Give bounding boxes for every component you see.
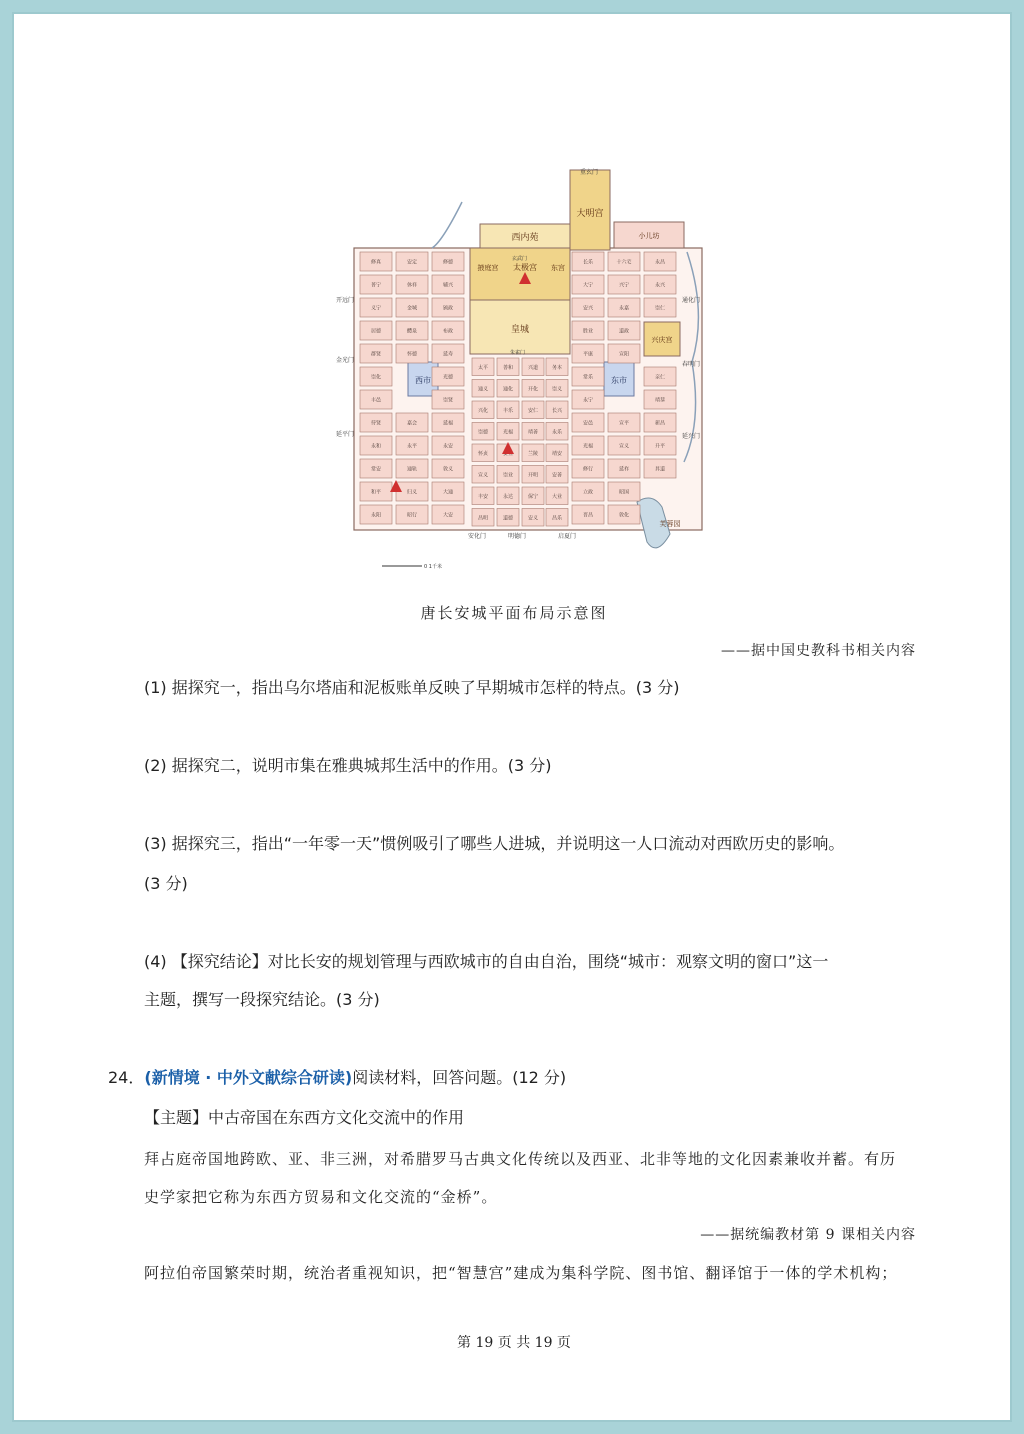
ward-center-21-label: 崇业 — [502, 472, 514, 479]
ward-east-17-label: 安邑 — [582, 420, 594, 427]
ward-center-0-label: 太平 — [477, 364, 489, 371]
ward-center-23-label: 安善 — [551, 472, 563, 479]
question-4-text: 【探究结论】对比长安的规划管理与西欧城市的自由自治，围绕“城市：观察文明的窗口”这一 — [171, 952, 829, 971]
ward-center-30-label: 安义 — [527, 515, 539, 522]
ward-west-11-label: 布政 — [442, 328, 454, 335]
question-4 — [144, 952, 828, 972]
question-24-theme: 【主题】中古帝国在东西方文化交流中的作用 — [144, 1108, 465, 1127]
ward-east-5-label: 永兴 — [654, 282, 666, 289]
ward-west-35-label: 大安 — [442, 512, 454, 519]
paragraph-1-source: ——据统编教材第 9 课相关内容 — [700, 1227, 916, 1243]
question-24-number: 24． — [108, 1068, 145, 1087]
gate-chunmingmen: 春明门 — [682, 361, 701, 368]
question-3-num: (3) — [144, 834, 167, 853]
ward-center-18-label: 兰陵 — [527, 450, 539, 457]
ward-east-14-label: 亲仁 — [654, 374, 666, 381]
ward-east-27-label: 昭国 — [618, 489, 630, 496]
ward-west-24-label: 永和 — [370, 443, 382, 450]
ward-center-20-label: 宣义 — [477, 472, 489, 479]
ward-center-13-label: 光福 — [502, 429, 514, 436]
ward-west-7-label: 金城 — [406, 305, 418, 312]
label-xishi: 西市 — [415, 376, 431, 385]
ward-center-7-label: 崇义 — [551, 386, 563, 393]
ward-east-1-label: 十六宅 — [616, 259, 632, 266]
label-dongshi: 东市 — [611, 376, 627, 385]
question-2-num: (2) — [144, 756, 167, 775]
ward-east-0-label: 长乐 — [582, 259, 594, 266]
ward-east-25-label: 昇道 — [654, 466, 666, 473]
ward-east-7-label: 永嘉 — [618, 305, 630, 312]
question-3 — [144, 834, 844, 854]
page — [12, 12, 1012, 1422]
ward-center-29-label: 道德 — [502, 515, 514, 522]
label-yetinggong: 掖庭宫 — [477, 264, 499, 272]
ward-east-6-label: 安兴 — [582, 305, 594, 312]
paragraph-1-line-2: 史学家把它称为东西方贸易和文化交流的“金桥”。 — [144, 1188, 498, 1206]
gate-yanpingmen: 延平门 — [336, 431, 355, 438]
ward-west-5-label: 辅兴 — [442, 282, 454, 289]
label-xingqinggong: 兴庆宫 — [651, 336, 673, 344]
ward-center-2-label: 兴道 — [527, 364, 539, 371]
ward-west-15-label: 崇化 — [370, 374, 382, 381]
ward-center-25-label: 永达 — [502, 493, 514, 500]
label-furongyuan: 芙蓉园 — [659, 520, 681, 528]
label-huangcheng: 皇城 — [510, 325, 530, 335]
ward-center-28-label: 昌明 — [477, 515, 489, 522]
ward-east-28-label: 晋昌 — [582, 512, 594, 519]
question-1-text: 据探究一，指出乌尔塔庙和泥板账单反映了早期城市怎样的特点。(3 分) — [171, 678, 680, 697]
ward-west-2-label: 修德 — [442, 259, 454, 266]
label-daminggong: 大明宫 — [576, 209, 604, 219]
ward-west-31-label: 归义 — [406, 489, 418, 496]
ward-center-10-label: 安仁 — [527, 407, 539, 414]
question-1-num: (1) — [144, 678, 167, 697]
ward-west-23-label: 延福 — [442, 420, 454, 427]
ward-center-11-label: 长兴 — [551, 407, 563, 414]
ward-west-32-label: 大通 — [442, 489, 454, 496]
ward-east-12-label: 宣阳 — [618, 351, 630, 358]
ward-east-11-label: 平康 — [582, 351, 594, 358]
ward-center-4-label: 通义 — [477, 386, 489, 393]
ward-west-20-label: 崇贤 — [442, 397, 454, 404]
ward-west-21-label: 待贤 — [370, 420, 382, 427]
ward-center-9-label: 丰乐 — [502, 407, 514, 414]
ward-east-19-label: 新昌 — [654, 420, 666, 427]
ward-center-5-label: 通化 — [502, 386, 514, 393]
gate-tonghuamen: 通化门 — [682, 297, 701, 304]
ward-east-24-label: 延祚 — [618, 466, 630, 473]
ward-west-12-label: 群贤 — [370, 351, 382, 358]
ward-east-4-label: 兴宁 — [618, 282, 630, 289]
ward-east-2-label: 永昌 — [654, 259, 666, 266]
ward-west-6-label: 义宁 — [370, 305, 382, 312]
scale-label: 0 1千米 — [424, 564, 442, 570]
ward-center-24-label: 丰安 — [477, 493, 489, 500]
ward-west-26-label: 永安 — [442, 443, 454, 450]
label-xineiyuan: 西内苑 — [511, 233, 539, 243]
ward-west-34-label: 昭行 — [406, 512, 418, 519]
ward-west-0-label: 修真 — [370, 259, 382, 266]
ward-center-15-label: 永乐 — [551, 429, 563, 436]
ward-east-21-label: 宣义 — [618, 443, 630, 450]
ward-east-9-label: 胜业 — [582, 328, 594, 335]
ward-west-4-label: 休祥 — [406, 282, 418, 289]
ward-west-29-label: 敦义 — [442, 466, 454, 473]
question-2 — [144, 756, 552, 776]
ward-east-15-label: 永宁 — [582, 397, 594, 404]
changan-map — [332, 162, 712, 580]
page-footer: 第 19 页 共 19 页 — [457, 1335, 571, 1351]
gate-kaiyuanmen: 开远门 — [336, 297, 355, 304]
ward-center-27-label: 大业 — [551, 493, 563, 500]
ward-center-19-label: 靖安 — [551, 450, 563, 457]
gate-chongxuanmen: 重玄门 — [580, 169, 599, 176]
figure-source: ——据中国史教科书相关内容 — [721, 643, 916, 659]
ward-east-22-label: 升平 — [654, 443, 666, 450]
label-donggong: 东宫 — [551, 264, 565, 272]
question-2-text: 据探究二，说明市集在雅典城邦生活中的作用。(3 分) — [171, 756, 552, 775]
ward-center-31-label: 昌乐 — [551, 515, 563, 522]
ward-center-3-label: 务本 — [551, 364, 563, 371]
gate-yanxingmen: 延兴门 — [682, 433, 701, 440]
ward-west-33-label: 永阳 — [370, 512, 382, 519]
gate-jinguangmen: 金光门 — [336, 357, 355, 364]
ward-west-9-label: 居德 — [370, 328, 382, 335]
gate-qixiamen: 启夏门 — [558, 533, 577, 540]
ward-center-1-label: 善和 — [502, 364, 514, 371]
gate-zhuquemen: 朱雀门 — [510, 350, 526, 356]
ward-west-14-label: 延寿 — [442, 351, 454, 358]
ward-west-22-label: 嘉会 — [406, 420, 418, 427]
ward-west-10-label: 醴泉 — [406, 328, 418, 335]
ward-west-28-label: 通轨 — [406, 466, 418, 473]
ward-east-13-label: 常乐 — [582, 374, 594, 381]
ward-west-17-label: 光德 — [442, 374, 454, 381]
ward-east-29-label: 敦化 — [618, 512, 630, 519]
ward-east-3-label: 大宁 — [582, 282, 594, 289]
ward-east-20-label: 光福 — [582, 443, 594, 450]
gate-anhuamen: 安化门 — [468, 533, 487, 540]
question-1 — [144, 678, 680, 698]
ward-east-8-label: 崇仁 — [654, 305, 666, 312]
question-4-num: (4) — [144, 952, 167, 971]
ward-center-6-label: 开化 — [527, 386, 539, 393]
figure-caption: 唐长安城平面布局示意图 — [420, 604, 608, 622]
question-24-header — [108, 1068, 566, 1088]
question-4-line2: 主题，撰写一段探究结论。(3 分) — [144, 990, 380, 1009]
ward-center-22-label: 开明 — [527, 472, 539, 479]
ward-west-30-label: 和平 — [370, 489, 382, 496]
ward-east-16-label: 靖恭 — [654, 397, 666, 404]
ward-west-13-label: 怀德 — [406, 351, 418, 358]
ward-center-14-label: 靖善 — [527, 429, 539, 436]
question-24-prompt: 阅读材料，回答问题。(12 分) — [352, 1068, 567, 1087]
ward-center-12-label: 崇德 — [477, 429, 489, 436]
ward-west-25-label: 永平 — [406, 443, 418, 450]
paragraph-2: 阿拉伯帝国繁荣时期，统治者重视知识，把“智慧宫”建成为集科学院、图书馆、翻译馆于一体的学术机构； — [144, 1264, 898, 1282]
ward-east-18-label: 宣平 — [618, 420, 630, 427]
ward-center-26-label: 保宁 — [527, 493, 539, 500]
label-taijigong: 太极宫 — [513, 263, 537, 272]
gate-xuanwumen: 玄武门 — [512, 256, 528, 262]
question-24-tag: (新情境 · 中外文献综合研读) — [144, 1068, 353, 1087]
ward-west-3-label: 普宁 — [370, 282, 382, 289]
ward-east-10-label: 道政 — [618, 328, 630, 335]
ward-center-16-label: 怀贞 — [477, 450, 489, 457]
ward-west-27-label: 常安 — [370, 466, 382, 473]
ward-west-1-label: 安定 — [406, 259, 418, 266]
paragraph-1-line-1: 拜占庭帝国地跨欧、亚、非三洲，对希腊罗马古典文化传统以及西亚、北非等地的文化因素兼收并蓄。有历 — [144, 1150, 897, 1168]
question-3-text: 据探究三，指出“一年零一天”惯例吸引了哪些人进城，并说明这一人口流动对西欧历史的影响。 — [171, 834, 845, 853]
ward-east-26-label: 立政 — [582, 489, 594, 496]
ward-west-8-label: 颁政 — [442, 305, 454, 312]
label-xiaoerfang: 小儿坊 — [638, 232, 660, 240]
ward-east-23-label: 修行 — [582, 466, 594, 473]
gate-mingdemen: 明德门 — [508, 533, 527, 540]
ward-center-8-label: 兴化 — [477, 407, 489, 414]
ward-west-18-label: 丰邑 — [370, 397, 382, 404]
question-3-line2: (3 分) — [144, 874, 188, 893]
